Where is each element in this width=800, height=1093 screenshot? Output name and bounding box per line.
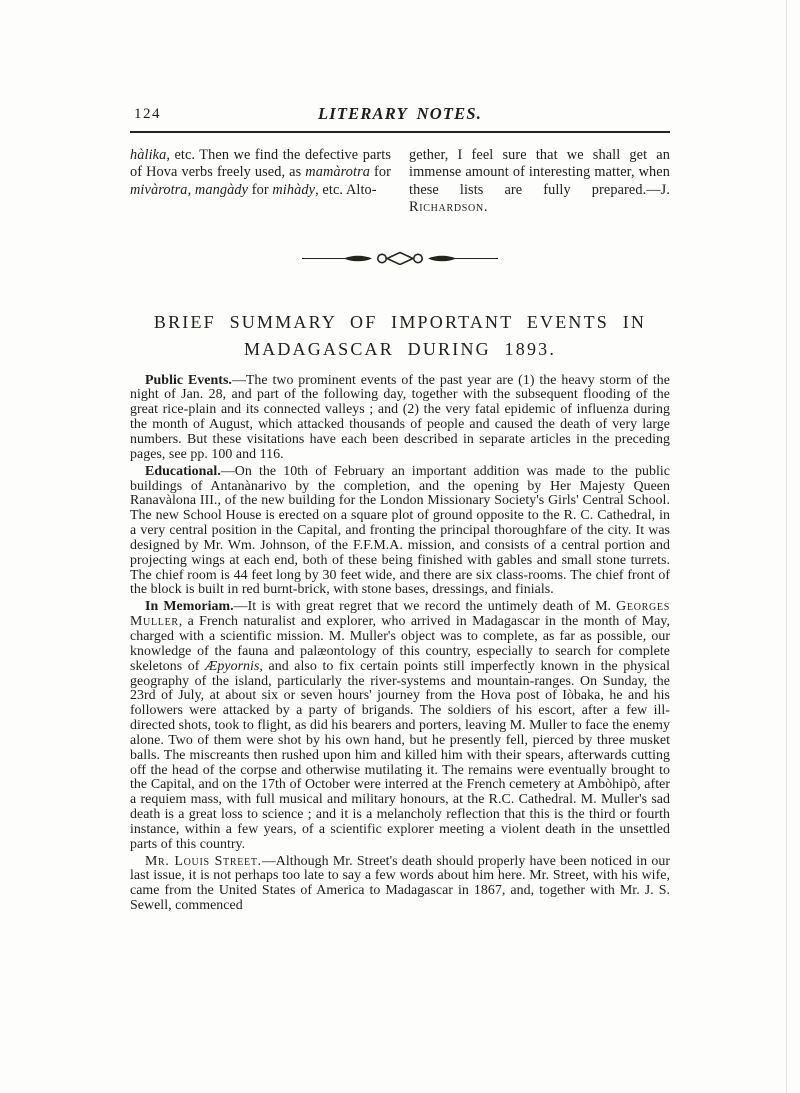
paragraph-in-memoriam: In Memoriam.—It is with great regret that we record the untimely death of M. Georges Muller, a French naturalist and explorer, who arrived in Madagascar in the month of May, charged with a scientific mission. M. Muller's object was to complete, as far as possible, our knowledge of the fauna and palæontology of this country, especially to search for complete skeletons of Æpyornis, and also to fix certain points still imperfectly known in the physical geography of the island, particularly the river-systems and mountain-ranges. On Sunday, the 23rd of July, at about six or seven hours' journey from the Hova post of Iòbaka, he and his followers were attacked by a party of brigands. The soldiers of his escort, after a few ill-directed shots, took to flight, as did his bearers and porters, leaving M. Muller to face the enemy alone. Two of them were shot by his own hand, but he presently fell, pierced by three musket balls. The miscreants then rushed upon him and killed him with their spears, afterwards cutting off the head of the corpse and otherwise mutilating it. The remains were eventually brought to the Capital, and on the 17th of October were interred at the French cemetery at Ambòhipò, after a requiem mass, with full musical and military honours, at the R.C. Cathedral. M. Muller's sad death is a great loss to science ; and it is a melancholy reflection that this is the third or fourth instance, within a few years, of a scientific explorer meeting a violent death in the unsettled parts of this country.	[130, 599, 670, 852]
divider-ornament-icon	[300, 251, 500, 265]
header-rule	[130, 131, 670, 133]
paragraph-public-events: Public Events.—The two prominent events of the past year are (1) the heavy storm of the night of Jan. 28, and part of the following day, together with the subsequent flooding of the great rice-plain and its connected valleys ; and (2) the very fatal epidemic of influenza during the month of August, which attacked thousands of people and caused the death of very large numbers. But these visitations have each been described in separate articles in the preceding pages, see pp. 100 and 116.	[130, 372, 670, 462]
article-title-line-1: BRIEF SUMMARY OF IMPORTANT EVENTS IN	[153, 311, 647, 332]
closing-note-right-column: gether, I feel sure that we shall get an immense amount of interesting matter, when these lists are fully prepared.—J. Richardson.	[409, 147, 670, 216]
closing-note	[130, 147, 670, 217]
page-header	[130, 104, 670, 126]
closing-note-left-column: hàlika, etc. Then we find the defective parts of Hova verbs freely used, as mamàrotra for mivàrotra, mangàdy for mihàdy, etc. Alto-	[130, 147, 391, 198]
article-title	[130, 309, 670, 363]
paragraph-louis-street: Mr. Louis Street.—Although Mr. Street's death should properly have been noticed in our last issue, it is not perhaps too late to say a few words about him here. Mr. Street, with his wife, came from the United States of America to Madagascar in 1867, and, together with Mr. J. S. Sewell, commenced	[130, 853, 670, 914]
scan-edge-artifact	[786, 0, 787, 1093]
article-title-line-2: MADAGASCAR DURING 1893.	[243, 338, 557, 359]
section-divider-ornament	[130, 251, 670, 265]
article-body	[130, 374, 670, 914]
running-title: LITERARY NOTES.	[317, 104, 483, 123]
page-number: 124	[134, 106, 161, 122]
paragraph-educational: Educational.—On the 10th of February an important addition was made to the public buildings of Antanànarivo by the completion, and the opening by Her Majesty Queen Ranavàlona III., of the new building for the London Missionary Society's Girls' Central School. The new School House is erected on a square plot of ground opposite to the R. C. Cathedral, in a very central position in the Capital, and fronting the principal thoroughfare of the city. It was designed by Mr. Wm. Johnson, of the F.F.M.A. mission, and consists of a central portion and projecting wings at each end, both of these being finished with gables and small stone turrets. The chief room is 44 feet long by 30 feet wide, and there are six class-rooms. The chief front of the block is built in red burnt-brick, with stone bases, dressings, and finials.	[130, 463, 670, 598]
